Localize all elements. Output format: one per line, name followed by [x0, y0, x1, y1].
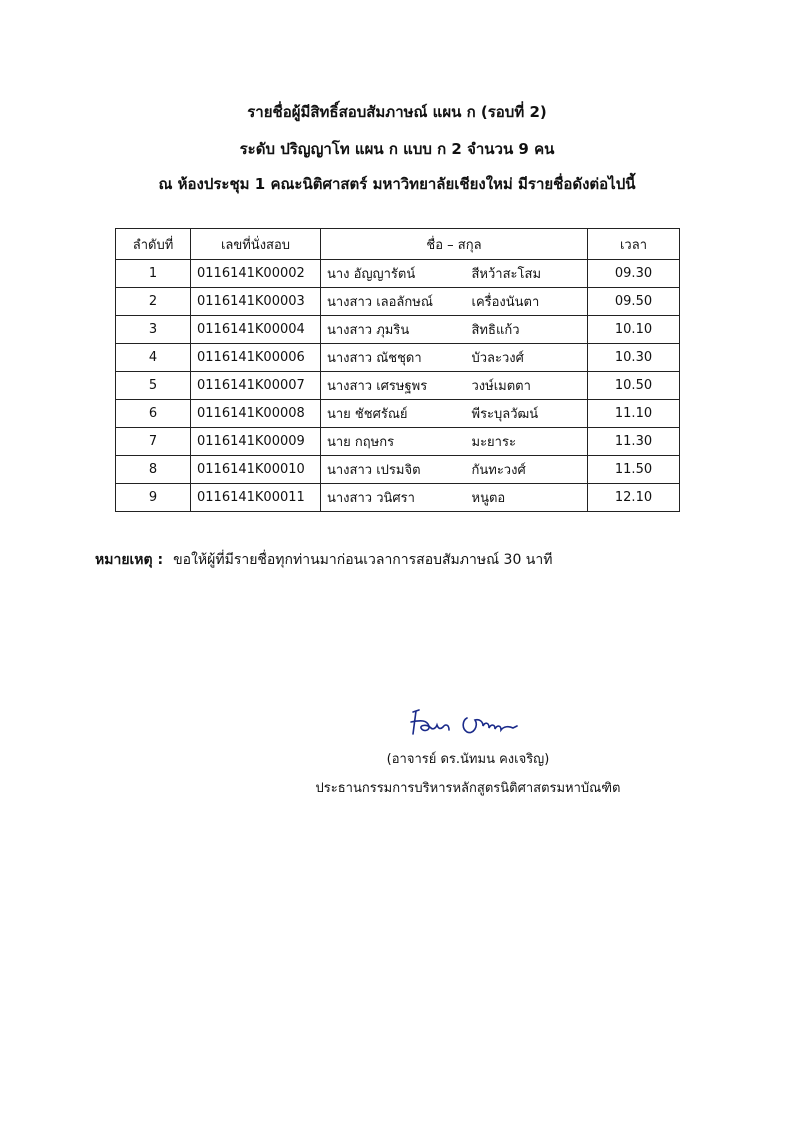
first-name: นางสาว ณัชชุดา [321, 344, 466, 372]
first-name: นางสาว ภุมริน [321, 316, 466, 344]
column-header-seat: เลขที่นั่งสอบ [191, 229, 321, 260]
table-row [116, 316, 680, 344]
seat-number: 0116141K00009 [191, 428, 321, 456]
interview-time: 11.30 [588, 428, 680, 456]
first-name: นาย กฤษกร [321, 428, 466, 456]
first-name: นาง อัญญารัตน์ [321, 260, 466, 288]
row-number: 3 [116, 316, 191, 344]
table-row [116, 288, 680, 316]
seat-number: 0116141K00010 [191, 456, 321, 484]
interview-time: 11.50 [588, 456, 680, 484]
column-header-time: เวลา [588, 229, 680, 260]
seat-number: 0116141K00006 [191, 344, 321, 372]
table-row [116, 344, 680, 372]
document-title: รายชื่อผู้มีสิทธิ์สอบสัมภาษณ์ แผน ก (รอบที่ 2) [247, 103, 547, 121]
last-name: วงษ์เมตตา [466, 372, 588, 400]
interview-time: 10.30 [588, 344, 680, 372]
first-name: นางสาว เศรษฐพร [321, 372, 466, 400]
seat-number: 0116141K00007 [191, 372, 321, 400]
remark-text: ขอให้ผู้ที่มีรายชื่อทุกท่านมาก่อนเวลาการสอบสัมภาษณ์ 30 นาที [173, 552, 553, 568]
row-number: 5 [116, 372, 191, 400]
last-name: มะยาระ [466, 428, 588, 456]
seat-number: 0116141K00011 [191, 484, 321, 512]
first-name: นาย ชัชศรัณย์ [321, 400, 466, 428]
row-number: 4 [116, 344, 191, 372]
table-row [116, 484, 680, 512]
row-number: 6 [116, 400, 191, 428]
last-name: บัวละวงศ์ [466, 344, 588, 372]
interview-time: 09.50 [588, 288, 680, 316]
first-name: นางสาว วนิศรา [321, 484, 466, 512]
interview-time: 12.10 [588, 484, 680, 512]
column-header-no: ลำดับที่ [116, 229, 191, 260]
signer-position: ประธานกรรมการบริหารหลักสูตรนิติศาสตรมหาบัณฑิต [315, 781, 621, 796]
last-name: หนูตอ [466, 484, 588, 512]
table-row [116, 456, 680, 484]
row-number: 1 [116, 260, 191, 288]
table-header-row [116, 229, 680, 260]
first-name: นางสาว เลอลักษณ์ [321, 288, 466, 316]
interview-time: 10.10 [588, 316, 680, 344]
document-location: ณ ห้องประชุม 1 คณะนิติศาสตร์ มหาวิทยาลัยเชียงใหม่ มีรายชื่อดังต่อไปนี้ [158, 175, 636, 193]
table-row [116, 372, 680, 400]
last-name: เครื่องนันตา [466, 288, 588, 316]
table-row [116, 260, 680, 288]
row-number: 9 [116, 484, 191, 512]
interview-time: 09.30 [588, 260, 680, 288]
interview-time: 10.50 [588, 372, 680, 400]
last-name: สิทธิแก้ว [466, 316, 588, 344]
column-header-name: ชื่อ – สกุล [321, 229, 588, 260]
signer-name: (อาจารย์ ดร.นัทมน คงเจริญ) [386, 752, 550, 767]
candidate-table [115, 228, 680, 512]
table-row [116, 400, 680, 428]
seat-number: 0116141K00003 [191, 288, 321, 316]
first-name: นางสาว เปรมจิต [321, 456, 466, 484]
remark-label: หมายเหตุ : [95, 552, 164, 568]
table-row [116, 428, 680, 456]
interview-time: 11.10 [588, 400, 680, 428]
document-subtitle: ระดับ ปริญญาโท แผน ก แบบ ก 2 จำนวน 9 คน [239, 140, 555, 158]
row-number: 8 [116, 456, 191, 484]
seat-number: 0116141K00008 [191, 400, 321, 428]
row-number: 2 [116, 288, 191, 316]
last-name: พีระบุลวัฒน์ [466, 400, 588, 428]
remark [95, 549, 552, 571]
last-name: กันทะวงศ์ [466, 456, 588, 484]
seat-number: 0116141K00004 [191, 316, 321, 344]
handwritten-signature [405, 706, 535, 740]
row-number: 7 [116, 428, 191, 456]
seat-number: 0116141K00002 [191, 260, 321, 288]
last-name: สีหว้าสะโสม [466, 260, 588, 288]
